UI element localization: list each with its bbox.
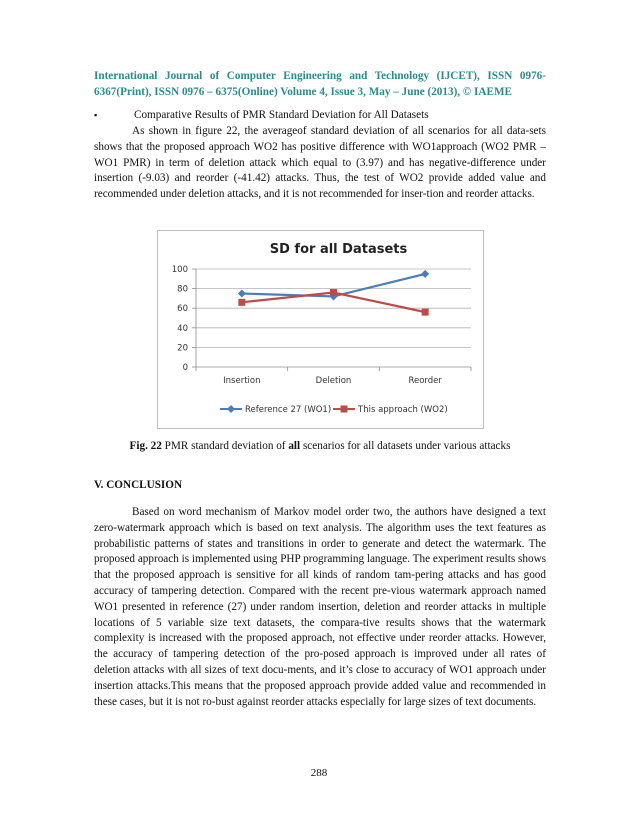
data-point-wo2: [238, 299, 245, 306]
journal-header: International Journal of Computer Engineering and Technology (IJCET), ISSN 0976-6367(Print), ISSN 0976 – 6375(Online) Volume 4, Issue 3, May – June (2013), © IAEME: [94, 70, 546, 98]
conclusion-heading: V. CONCLUSION: [94, 479, 183, 491]
legend-marker-wo1: [227, 405, 235, 413]
chart-figure: [157, 230, 484, 429]
data-point-wo1: [238, 290, 246, 298]
y-tick-label: 20: [177, 343, 188, 354]
legend-label-1: Reference 27 (WO1): [245, 405, 332, 415]
figure-label: Fig. 22: [129, 440, 162, 452]
legend-marker-wo2: [341, 406, 348, 413]
conclusion-paragraph: Based on word mechanism of Markov model order two, the authors have designed a text zero-watermark approach which is based on text analysis. The algorithm uses the text features as probabilistic patterns of states and transitions in order to generate and detect the watermark. The proposed approach is implemented using PHP programming language. The experiment results shows that the proposed approach is sensitive for all kinds of random tam-pering attacks and has good accuracy of tampering detection. Compared with the recent pre-vious watermark approach named WO1 presented in reference (27) under random insertion, deletion and reorder attacks in multiple locations of 5 variable size text datasets, the compara-tive results shows that the watermark complexity is increased with the proposed approach, not effective under reorder attacks. However, the accuracy of tampering detection of the pro-posed approach is improved under all rates of deletion attacks with all sizes of text docu-ments, and it’s close to accuracy of WO1 approach under insertion attacks.This means that the proposed approach provide added value and recommended in these cases, but it is not ro-bust against reorder attacks especially for large sizes of text documents.: [94, 506, 546, 708]
page-number: 288: [310, 767, 328, 779]
bullet-heading: Comparative Results of PMR Standard Deviation for All Datasets: [134, 109, 429, 121]
y-tick-label: 40: [177, 323, 188, 334]
caption-text-bold: all: [288, 440, 301, 452]
y-tick-label: 60: [177, 304, 188, 315]
square-bullet-icon: ▪: [94, 110, 98, 120]
intro-paragraph: As shown in figure 22, the averageof standard deviation of all scenarios for all data-sets shows that the proposed approach WO2 has positive difference with WO1approach (WO2 PMR – WO1 PMR) in term of deletion attack which equal to (3.97) and has negative-difference under insertion (-9.03) and reorder (-41.42) attacks. Thus, the test of WO2 provide added value and recommended under deletion attacks, and it is not recommended for inser-tion and reorder attacks.: [94, 125, 546, 201]
x-tick-label: Deletion: [315, 376, 352, 386]
data-point-wo2: [422, 309, 429, 316]
data-point-wo2: [330, 289, 337, 296]
y-tick-label: 100: [171, 265, 188, 275]
x-tick-label: Reorder: [408, 376, 442, 386]
legend-label-2: This approach (WO2): [358, 405, 448, 415]
chart-title: SD for all Datasets: [269, 242, 408, 257]
data-point-wo1: [421, 270, 429, 278]
figure-caption: [94, 440, 546, 452]
y-tick-label: 80: [177, 284, 188, 295]
x-tick-label: Insertion: [223, 376, 261, 386]
line-chart: [158, 231, 483, 428]
caption-text-post: scenarios for all datasets under various attacks: [300, 440, 511, 452]
y-tick-label: 0: [182, 363, 188, 373]
caption-text-pre: PMR standard deviation of: [161, 440, 289, 452]
